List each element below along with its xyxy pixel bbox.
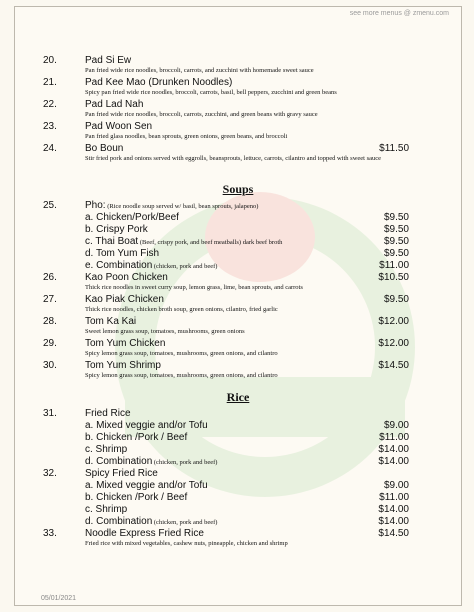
item-name bbox=[85, 55, 131, 66]
item-name-text: Pad Kee Mao (Drunken Noodles) bbox=[85, 77, 233, 88]
item-name-text: d. Tom Yum Fish bbox=[85, 248, 160, 259]
item-name bbox=[85, 444, 127, 455]
item-price: $14.50 bbox=[378, 360, 409, 371]
item-name bbox=[85, 360, 161, 371]
item-name bbox=[85, 143, 123, 154]
item-price: $12.00 bbox=[378, 316, 409, 327]
item-name bbox=[85, 468, 158, 479]
item-number: 23. bbox=[43, 121, 57, 132]
item-price: $11.50 bbox=[379, 143, 409, 154]
item-name bbox=[85, 408, 131, 419]
item-number: 32. bbox=[43, 468, 57, 479]
item-description: Pan fried wide rice noodles, broccoli, carrots, zucchini, and green beans with gravy sauce bbox=[85, 111, 318, 118]
item-name bbox=[85, 420, 208, 431]
item-price: $14.00 bbox=[378, 456, 409, 467]
item-name-text: Noodle Express Fried Rice bbox=[85, 528, 204, 539]
item-price: $9.50 bbox=[383, 212, 409, 223]
item-name-text: d. Combination bbox=[85, 516, 153, 527]
item-price: $9.50 bbox=[383, 224, 409, 235]
item-name-text: a. Mixed veggie and/or Tofu bbox=[85, 420, 208, 431]
item-description: Fried rice with mixed vegetables, cashew nuts, pineapple, chicken and shrimp bbox=[85, 540, 288, 547]
item-number: 26. bbox=[43, 272, 57, 283]
item-name-text: d. Combination bbox=[85, 456, 153, 467]
item-name-text: e. Combination bbox=[85, 260, 153, 271]
item-price: $11.00 bbox=[379, 432, 409, 443]
item-price: $14.00 bbox=[378, 444, 409, 455]
item-name bbox=[85, 200, 258, 211]
item-price: $14.50 bbox=[378, 528, 409, 539]
item-name-text: c. Thai Boat bbox=[85, 236, 139, 247]
item-note: (Rice noodle soup served w/ basil, bean sprouts, jalapeno) bbox=[105, 203, 259, 210]
item-name bbox=[85, 528, 204, 539]
section-heading-rice: Rice bbox=[226, 390, 250, 404]
item-description: Stir fried pork and onions served with eggrolls, beansprouts, lettuce, carrots, cilantro and topped with sweet sauce bbox=[85, 155, 382, 162]
item-name bbox=[85, 272, 168, 283]
item-number: 28. bbox=[43, 316, 57, 327]
item-description: Pan fried glass noodles, bean sprouts, green onions, green beans, and broccoli bbox=[85, 133, 288, 140]
item-price: $12.00 bbox=[378, 338, 409, 349]
item-number: 33. bbox=[43, 528, 57, 539]
item-price: $9.50 bbox=[383, 236, 409, 247]
item-name bbox=[85, 504, 127, 515]
item-price: $10.50 bbox=[378, 272, 409, 283]
item-name bbox=[85, 248, 159, 259]
item-name-text: Tom Yum Chicken bbox=[85, 338, 166, 349]
item-name bbox=[85, 260, 217, 271]
item-name bbox=[85, 224, 148, 235]
item-name-text: b. Crispy Pork bbox=[85, 224, 148, 235]
item-description: Spicy lemon grass soup, tomatoes, mushrooms, green onions, and cilantro bbox=[85, 350, 278, 357]
item-number: 24. bbox=[43, 143, 57, 154]
item-description: Sweet lemon grass soup, tomatoes, mushrooms, green onions bbox=[85, 328, 245, 335]
item-name bbox=[85, 516, 217, 527]
item-price: $9.00 bbox=[383, 480, 409, 491]
item-description: Thick rice noodles in sweet curry soup, lemon grass, lime, bean sprouts, and carrots bbox=[85, 284, 303, 291]
item-price: $9.50 bbox=[383, 248, 409, 259]
item-number: 25. bbox=[43, 200, 57, 211]
item-price: $9.50 bbox=[383, 294, 409, 305]
menu-date: 05/01/2021 bbox=[41, 595, 77, 602]
item-name bbox=[85, 456, 217, 467]
item-name-text: Kao Poon Chicken bbox=[85, 272, 168, 283]
item-name-text: a. Chicken/Pork/Beef bbox=[85, 212, 179, 223]
item-name bbox=[85, 236, 282, 247]
item-name-text: b. Chicken /Pork / Beef bbox=[85, 492, 188, 503]
source-link[interactable]: see more menus @ zmenu.com bbox=[349, 10, 449, 17]
item-name bbox=[85, 99, 143, 110]
item-name-text: Pad Woon Sen bbox=[85, 121, 153, 132]
item-name-text: b. Chicken /Pork / Beef bbox=[85, 432, 188, 443]
item-name bbox=[85, 294, 164, 305]
item-name-text: Pad Lad Nah bbox=[85, 99, 144, 110]
item-name-text: Kao Piak Chicken bbox=[85, 294, 164, 305]
item-name-text: c. Shrimp bbox=[85, 444, 128, 455]
item-description: Spicy pan fried wide rice noodles, broccoli, carrots, basil, bell peppers, zucchini and green beans bbox=[85, 89, 337, 96]
item-name-text: Fried Rice bbox=[85, 408, 131, 419]
item-number: 22. bbox=[43, 99, 57, 110]
section-heading-soups: Soups bbox=[222, 182, 254, 196]
item-price: $9.00 bbox=[383, 420, 409, 431]
item-name bbox=[85, 432, 187, 443]
item-number: 20. bbox=[43, 55, 57, 66]
item-name-text: Bo Boun bbox=[85, 143, 124, 154]
item-number: 31. bbox=[43, 408, 57, 419]
item-description: Spicy lemon grass soup, tomatoes, mushrooms, green onions, and cilantro bbox=[85, 372, 278, 379]
item-name bbox=[85, 338, 165, 349]
item-price: $14.00 bbox=[378, 504, 409, 515]
item-name-text: c. Shrimp bbox=[85, 504, 128, 515]
item-note: (chicken, pork and beef) bbox=[152, 263, 218, 270]
item-price: $14.00 bbox=[378, 516, 409, 527]
item-name bbox=[85, 121, 152, 132]
item-name bbox=[85, 212, 179, 223]
item-note: (Beef, crispy pork, and beef meatballs) dark beef broth bbox=[138, 239, 283, 246]
item-name bbox=[85, 77, 232, 88]
item-name-text: Tom Yum Shrimp bbox=[85, 360, 161, 371]
item-name-text: Pad Si Ew bbox=[85, 55, 132, 66]
item-number: 27. bbox=[43, 294, 57, 305]
item-number: 21. bbox=[43, 77, 57, 88]
item-price: $11.00 bbox=[379, 492, 409, 503]
menu-page bbox=[14, 6, 462, 606]
item-note: (chicken, pork and beef) bbox=[152, 459, 218, 466]
item-name-text: a. Mixed veggie and/or Tofu bbox=[85, 480, 208, 491]
item-number: 30. bbox=[43, 360, 57, 371]
item-description: Thick rice noodles, chicken broth soup, green onions, cilantro, fried garlic bbox=[85, 306, 278, 313]
item-name bbox=[85, 316, 136, 327]
item-name-text: Tom Ka Kai bbox=[85, 316, 137, 327]
item-name-text: Spicy Fried Rice bbox=[85, 468, 158, 479]
item-name bbox=[85, 492, 187, 503]
item-note: (chicken, pork and beef) bbox=[152, 519, 218, 526]
item-price: $11.00 bbox=[379, 260, 409, 271]
item-description: Pan fried wide rice noodles, broccoli, carrots, and zucchini with homemade sweet sauce bbox=[85, 67, 314, 74]
item-name-text: Pho: bbox=[85, 200, 106, 211]
item-number: 29. bbox=[43, 338, 57, 349]
item-name bbox=[85, 480, 208, 491]
